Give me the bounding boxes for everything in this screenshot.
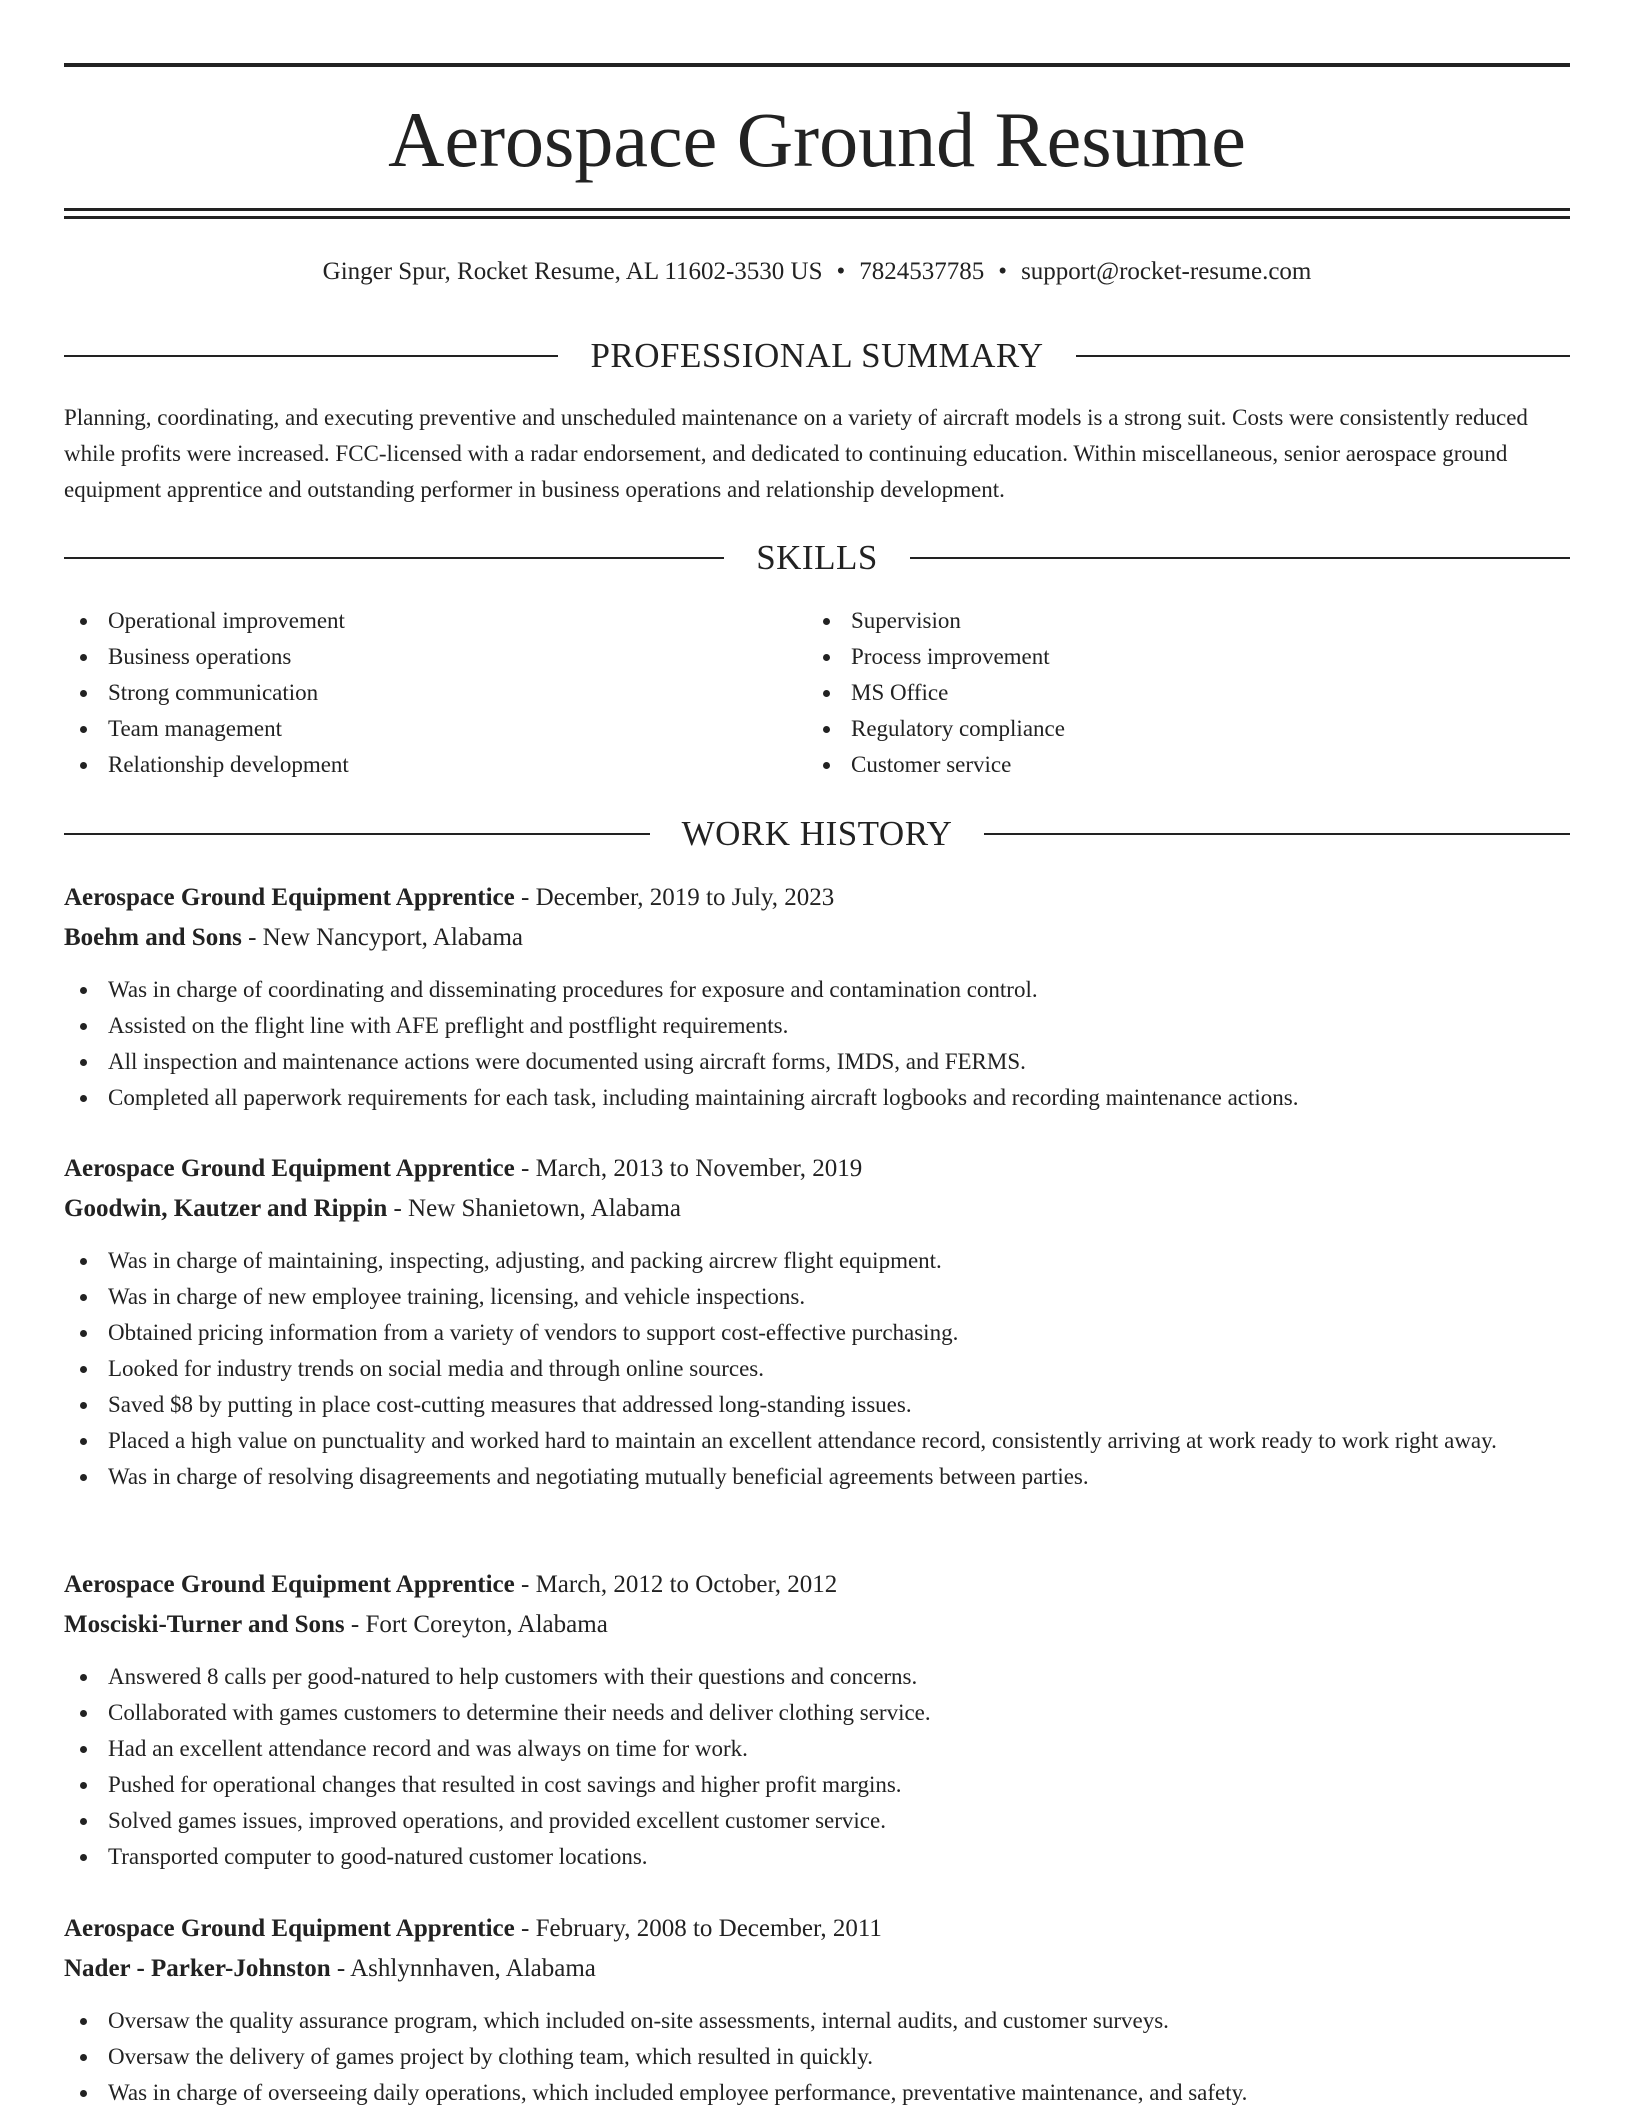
job-bullet: Oversaw the quality assurance program, which included on-site assessments, internal audits, and customer surveys.	[64, 2003, 1570, 2039]
job-location: - Fort Coreyton, Alabama	[344, 1611, 608, 1638]
job-bullet: Was in charge of overseeing daily operations, which included employee performance, preventative maintenance, and safety.	[64, 2075, 1570, 2111]
work-section-title: WORK HISTORY	[681, 814, 953, 853]
skill-item: Business operations	[64, 639, 349, 675]
job-bullets	[64, 1659, 1570, 1875]
job-company-line	[64, 1189, 1570, 1229]
job-bullet: Solved games issues, improved operations, and provided excellent customer service.	[64, 1803, 1570, 1839]
skills-section-header	[64, 535, 1570, 581]
job-dates: - December, 2019 to July, 2023	[514, 884, 835, 911]
section-rule-right	[910, 557, 1570, 559]
job-company-line	[64, 1949, 1570, 1989]
skills-list-right	[807, 603, 1065, 783]
job-bullet: Answered 8 calls per good-natured to help customers with their questions and concerns.	[64, 1659, 1570, 1695]
header-top-rule	[64, 63, 1570, 67]
job-bullet: Was in charge of resolving disagreements and negotiating mutually beneficial agreements between parties.	[64, 1459, 1570, 1495]
section-rule-left	[64, 557, 724, 559]
job-dates: - March, 2012 to October, 2012	[514, 1571, 838, 1598]
job-bullet: Collaborated with games customers to determine their needs and deliver clothing service.	[64, 1695, 1570, 1731]
job-bullets	[64, 1243, 1570, 1495]
section-rule-left	[64, 355, 558, 357]
skill-item: MS Office	[807, 675, 1065, 711]
job-bullet: Had an excellent attendance record and was always on time for work.	[64, 1731, 1570, 1767]
contact-separator: •	[998, 258, 1008, 285]
job-bullets	[64, 972, 1570, 1116]
skills-list-left	[64, 603, 349, 783]
contact-separator: •	[836, 258, 846, 285]
job-dates: - February, 2008 to December, 2011	[514, 1915, 882, 1942]
job-bullet: Saved $8 by putting in place cost-cutting measures that addressed long-standing issues.	[64, 1387, 1570, 1423]
header-double-rule-lower	[64, 216, 1570, 219]
job-title: Aerospace Ground Equipment Apprentice	[64, 1571, 515, 1598]
job-bullet: All inspection and maintenance actions were documented using aircraft forms, IMDS, and FERMS.	[64, 1044, 1570, 1080]
section-rule-left	[64, 833, 650, 835]
summary-text: Planning, coordinating, and executing preventive and unscheduled maintenance on a variety of aircraft models is a strong suit. Costs were consistently reduced while profits were increased. FCC-licensed with a radar endorsement, and dedicated to continuing education. Within miscellaneous, senior aerospace ground equipment apprentice and outstanding performer in business operations and relationship development.	[64, 405, 1528, 502]
job-bullet: Pushed for operational changes that resulted in cost savings and higher profit margins.	[64, 1767, 1570, 1803]
job-title-line	[64, 1565, 1570, 1605]
job-title: Aerospace Ground Equipment Apprentice	[64, 1155, 515, 1182]
skill-item: Process improvement	[807, 639, 1065, 675]
job-location: - New Nancyport, Alabama	[241, 924, 524, 951]
skill-item: Customer service	[807, 747, 1065, 783]
job-company: Boehm and Sons	[64, 924, 242, 951]
job-company: Mosciski-Turner and Sons	[64, 1611, 345, 1638]
contact-line	[64, 255, 1570, 289]
skill-item: Regulatory compliance	[807, 711, 1065, 747]
job-bullets	[64, 2003, 1570, 2111]
job-location: - Ashlynnhaven, Alabama	[330, 1955, 596, 1982]
job-location: - New Shanietown, Alabama	[387, 1195, 681, 1222]
job-bullet: Oversaw the delivery of games project by clothing team, which resulted in quickly.	[64, 2039, 1570, 2075]
job-company: Nader - Parker-Johnston	[64, 1955, 331, 1982]
summary-section-header	[64, 333, 1570, 379]
job-dates: - March, 2013 to November, 2019	[514, 1155, 863, 1182]
job-company-line	[64, 1605, 1570, 1645]
contact-phone: 7824537785	[859, 258, 985, 285]
job-title-line	[64, 1909, 1570, 1949]
job-bullet: Obtained pricing information from a variety of vendors to support cost-effective purchasing.	[64, 1315, 1570, 1351]
skill-item: Supervision	[807, 603, 1065, 639]
job-title-line	[64, 878, 1570, 918]
job-company: Goodwin, Kautzer and Rippin	[64, 1195, 388, 1222]
job-bullet: Was in charge of coordinating and disseminating procedures for exposure and contamination control.	[64, 972, 1570, 1008]
job-bullet: Was in charge of maintaining, inspecting, adjusting, and packing aircrew flight equipment.	[64, 1243, 1570, 1279]
skills-section-title: SKILLS	[756, 538, 878, 577]
skill-item: Operational improvement	[64, 603, 349, 639]
contact-address: Ginger Spur, Rocket Resume, AL 11602-3530 US	[322, 258, 823, 285]
resume-title: Aerospace Ground Resume	[388, 96, 1246, 183]
section-rule-right	[984, 833, 1570, 835]
job-title: Aerospace Ground Equipment Apprentice	[64, 1915, 515, 1942]
job-company-line	[64, 918, 1570, 958]
work-section-header	[64, 811, 1570, 857]
skill-item: Relationship development	[64, 747, 349, 783]
job-bullet: Assisted on the flight line with AFE preflight and postflight requirements.	[64, 1008, 1570, 1044]
skill-item: Team management	[64, 711, 349, 747]
job-title-line	[64, 1149, 1570, 1189]
header-double-rule-upper	[64, 208, 1570, 211]
job-bullet: Completed all paperwork requirements for each task, including maintaining aircraft logbooks and recording maintenance actions.	[64, 1080, 1570, 1116]
job-bullet: Transported computer to good-natured customer locations.	[64, 1839, 1570, 1875]
section-rule-right	[1076, 355, 1570, 357]
skill-item: Strong communication	[64, 675, 349, 711]
job-bullet: Was in charge of new employee training, licensing, and vehicle inspections.	[64, 1279, 1570, 1315]
job-title: Aerospace Ground Equipment Apprentice	[64, 884, 515, 911]
summary-section-title: PROFESSIONAL SUMMARY	[590, 336, 1044, 375]
job-bullet: Placed a high value on punctuality and worked hard to maintain an excellent attendance record, consistently arriving at work ready to work right away.	[64, 1423, 1570, 1459]
contact-email: support@rocket-resume.com	[1021, 258, 1312, 285]
job-bullet: Looked for industry trends on social media and through online sources.	[64, 1351, 1570, 1387]
